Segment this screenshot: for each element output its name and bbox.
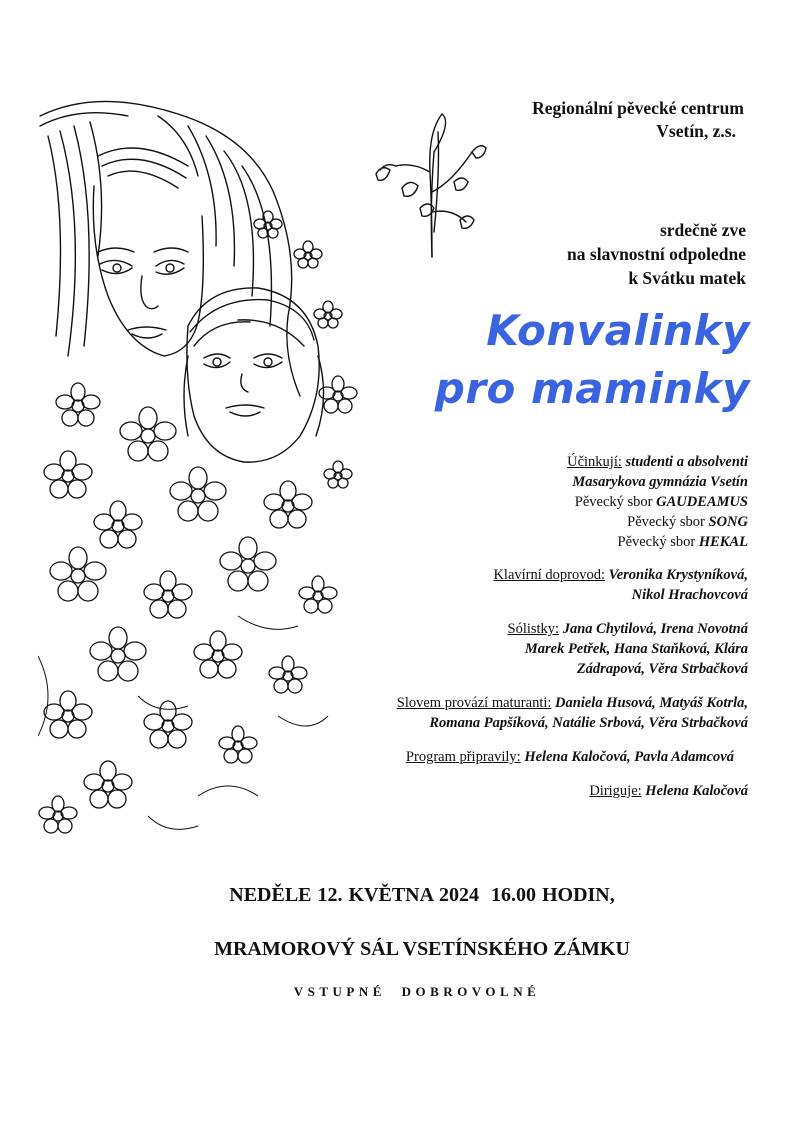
choir-prefix: Pěvecký sbor <box>574 494 653 510</box>
event-title <box>435 302 750 418</box>
program-value: Helena Kaločová, Pavla Adamcová <box>524 749 734 765</box>
choir-prefix: Pěvecký sbor <box>627 514 705 530</box>
credits <box>278 452 748 815</box>
performers-group <box>278 452 748 552</box>
soloists-label: Sólistky: <box>507 621 560 637</box>
hosts-value: Romana Papšíková, Natálie Srbová, Věra Strbačková <box>429 715 748 731</box>
conductor-group <box>278 781 748 801</box>
soloists-value: Marek Petřek, Hana Staňková, Klára <box>524 641 748 657</box>
soloists-value: Jana Chytilová, Irena Novotná <box>562 621 748 637</box>
lily-of-the-valley-icon <box>372 112 492 262</box>
performers-value: Masarykova gymnázia Vsetín <box>572 474 748 490</box>
performers-label: Účinkují: <box>567 454 622 470</box>
event-entry-fee: VSTUPNÉ DOBROVOLNÉ <box>293 984 541 999</box>
conductor-value: Helena Kaločová <box>645 783 748 799</box>
program-group <box>278 747 748 767</box>
invitation-line: na slavnostní odpoledne <box>567 244 746 264</box>
invitation-line: srdečně zve <box>659 220 746 240</box>
choir-name: GAUDEAMUS <box>656 494 748 510</box>
organizer-name: Regionální pěvecké centrum <box>532 98 744 118</box>
piano-value: Veronika Krystyníková, <box>608 567 748 583</box>
soloists-group <box>278 619 748 679</box>
choir-name: HEKAL <box>698 534 748 550</box>
hosts-label: Slovem provází maturanti: <box>396 695 552 711</box>
event-title-line: Konvalinky <box>486 306 750 355</box>
piano-label: Klavírní doprovod: <box>493 567 605 583</box>
piano-group <box>278 565 748 605</box>
hosts-group <box>278 693 748 733</box>
organizer <box>532 97 744 143</box>
performers-value: studenti a absolventi <box>625 454 748 470</box>
organizer-location: Vsetín, z.s. <box>656 121 736 141</box>
choir-name: SONG <box>708 514 748 530</box>
choir-prefix: Pěvecký sbor <box>617 534 696 550</box>
invitation-line: k Svátku matek <box>628 268 746 288</box>
piano-value: Nikol Hrachovcová <box>631 587 748 603</box>
event-venue: MRAMOROVÝ SÁL VSETÍNSKÉHO ZÁMKU <box>214 938 630 960</box>
hosts-value: Daniela Husová, Matyáš Kotrla, <box>555 695 748 711</box>
conductor-label: Diriguje: <box>589 783 642 799</box>
invitation-text <box>567 218 746 290</box>
program-label: Program připravily: <box>405 749 521 765</box>
event-title-line: pro maminky <box>434 364 750 413</box>
event-date: NEDĚLE 12. KVĚTNA 2024 16.00 HODIN, <box>229 884 615 906</box>
soloists-value: Zádrapová, Věra Strbačková <box>576 661 748 677</box>
